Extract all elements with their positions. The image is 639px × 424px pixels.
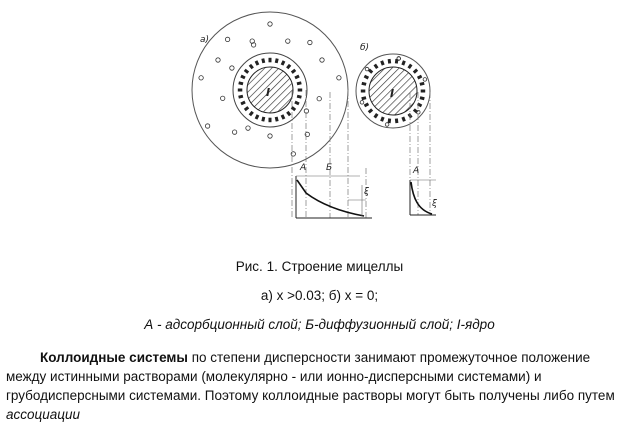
- counter-ion-mark: [269, 58, 272, 63]
- counter-ion-mark: [380, 117, 384, 122]
- counter-ion-mark: [297, 81, 302, 85]
- counter-ion-mark: [291, 69, 296, 74]
- counter-ion-mark: [364, 75, 369, 80]
- figure-legend: А - адсорбционный слой; Б-диффузионный слой; I-ядро: [144, 317, 495, 332]
- counter-ion-mark: [294, 75, 299, 80]
- potential-graph-a: [296, 163, 372, 218]
- counter-ion-mark: [407, 64, 412, 69]
- counter-ion-mark: [286, 111, 291, 116]
- counter-ion-mark: [297, 95, 302, 99]
- diffuse-ion-mark: [385, 123, 389, 127]
- core-label-a: I: [266, 86, 271, 99]
- counter-ion-mark: [281, 60, 286, 65]
- diffuse-ion-mark: [397, 57, 401, 61]
- counter-ion-mark: [361, 90, 366, 93]
- diffuse-ion-mark: [199, 76, 203, 80]
- term-colloid-systems: Коллоидные системы: [40, 350, 188, 365]
- diffuse-ion-mark: [268, 134, 272, 138]
- counter-ion-mark: [373, 113, 378, 118]
- layer-label-a-2: А: [413, 166, 420, 176]
- potential-curve-b: [411, 182, 432, 214]
- paragraph-text: по степени дисперсности занимают промежуточное положение между истинными растворами (молекулярно - или ионно-дисперсными системами) и грубодисперсными системами. Поэтому коллоидные растворы могут быть получены либо путем: [6, 350, 615, 403]
- counter-ion-mark: [255, 60, 260, 65]
- counter-ion-mark: [420, 96, 425, 100]
- counter-ion-mark: [388, 59, 392, 64]
- counter-ion-mark: [249, 64, 254, 69]
- counter-ion-mark: [298, 89, 303, 92]
- potential-curve-a: [297, 180, 364, 216]
- diffuse-ion-mark: [216, 58, 220, 62]
- counter-ion-mark: [255, 114, 260, 119]
- panel-b-label: б): [360, 43, 370, 53]
- counter-ion-mark: [395, 118, 399, 123]
- diffuse-ion-mark: [268, 22, 272, 26]
- counter-ion-mark: [361, 96, 366, 100]
- zeta-label-a: ξ: [364, 187, 370, 197]
- counter-ion-mark: [374, 64, 379, 69]
- diffuse-ion-mark: [423, 78, 427, 82]
- counter-ion-mark: [286, 64, 291, 69]
- counter-ion-mark: [417, 75, 422, 80]
- diffuse-ion-mark: [232, 130, 236, 134]
- diffuse-ion-mark: [317, 97, 321, 101]
- diffuse-ion-mark: [205, 124, 209, 128]
- counter-ion-mark: [240, 75, 245, 80]
- potential-graph-b: [410, 166, 438, 215]
- counter-ion-mark: [420, 82, 425, 86]
- diffuse-ion-mark: [286, 39, 290, 43]
- counter-ion-mark: [413, 69, 418, 74]
- counter-ion-mark: [244, 69, 249, 74]
- counter-ion-mark: [249, 111, 254, 116]
- counter-ion-mark: [238, 89, 243, 92]
- diffuse-ion-mark: [320, 58, 324, 62]
- counter-ion-mark: [244, 106, 249, 111]
- counter-ion-mark: [275, 58, 279, 63]
- diffuse-ion-mark: [246, 126, 250, 130]
- diffuse-ion-mark: [230, 66, 234, 70]
- counter-ion-mark: [401, 60, 405, 65]
- counter-ion-mark: [380, 60, 384, 65]
- diffuse-ion-mark: [337, 76, 341, 80]
- term-association: ассоциации: [6, 407, 80, 422]
- counter-ion-mark: [361, 82, 366, 86]
- counter-ion-mark: [261, 58, 265, 63]
- diffuse-ion-mark: [308, 40, 312, 44]
- diffuse-ion-mark: [360, 101, 364, 105]
- counter-ion-mark: [388, 118, 392, 123]
- layer-label-a: А: [300, 163, 307, 173]
- diffuse-ion-mark: [225, 37, 229, 41]
- counter-ion-mark: [261, 117, 265, 122]
- counter-ion-mark: [291, 106, 296, 111]
- counter-ion-mark: [240, 101, 245, 106]
- diffuse-ion-mark: [304, 109, 308, 113]
- layer-label-b: Б: [326, 163, 333, 173]
- counter-ion-mark: [275, 117, 279, 122]
- counter-ion-mark: [368, 108, 373, 113]
- panel-a-label: а): [200, 35, 210, 45]
- counter-ion-mark: [238, 81, 243, 85]
- body-paragraph: [6, 348, 634, 424]
- zeta-label-b: ξ: [432, 199, 438, 209]
- diffuse-ion-mark: [221, 96, 225, 100]
- counter-ion-mark: [401, 117, 405, 122]
- figure-caption: Рис. 1. Строение мицеллы: [235, 259, 404, 274]
- core-label-b: I: [390, 87, 395, 100]
- counter-ion-mark: [269, 118, 272, 123]
- counter-ion-mark: [281, 114, 286, 119]
- diffuse-ion-mark: [250, 39, 254, 43]
- counter-ion-mark: [294, 101, 299, 106]
- counter-ion-mark: [364, 103, 369, 108]
- counter-ion-mark: [395, 59, 399, 64]
- counter-ion-mark: [238, 95, 243, 99]
- figure-formula: а) x >0.03; б) x = 0;: [260, 288, 379, 303]
- counter-ion-mark: [421, 90, 426, 93]
- diffuse-ion-mark: [365, 67, 369, 71]
